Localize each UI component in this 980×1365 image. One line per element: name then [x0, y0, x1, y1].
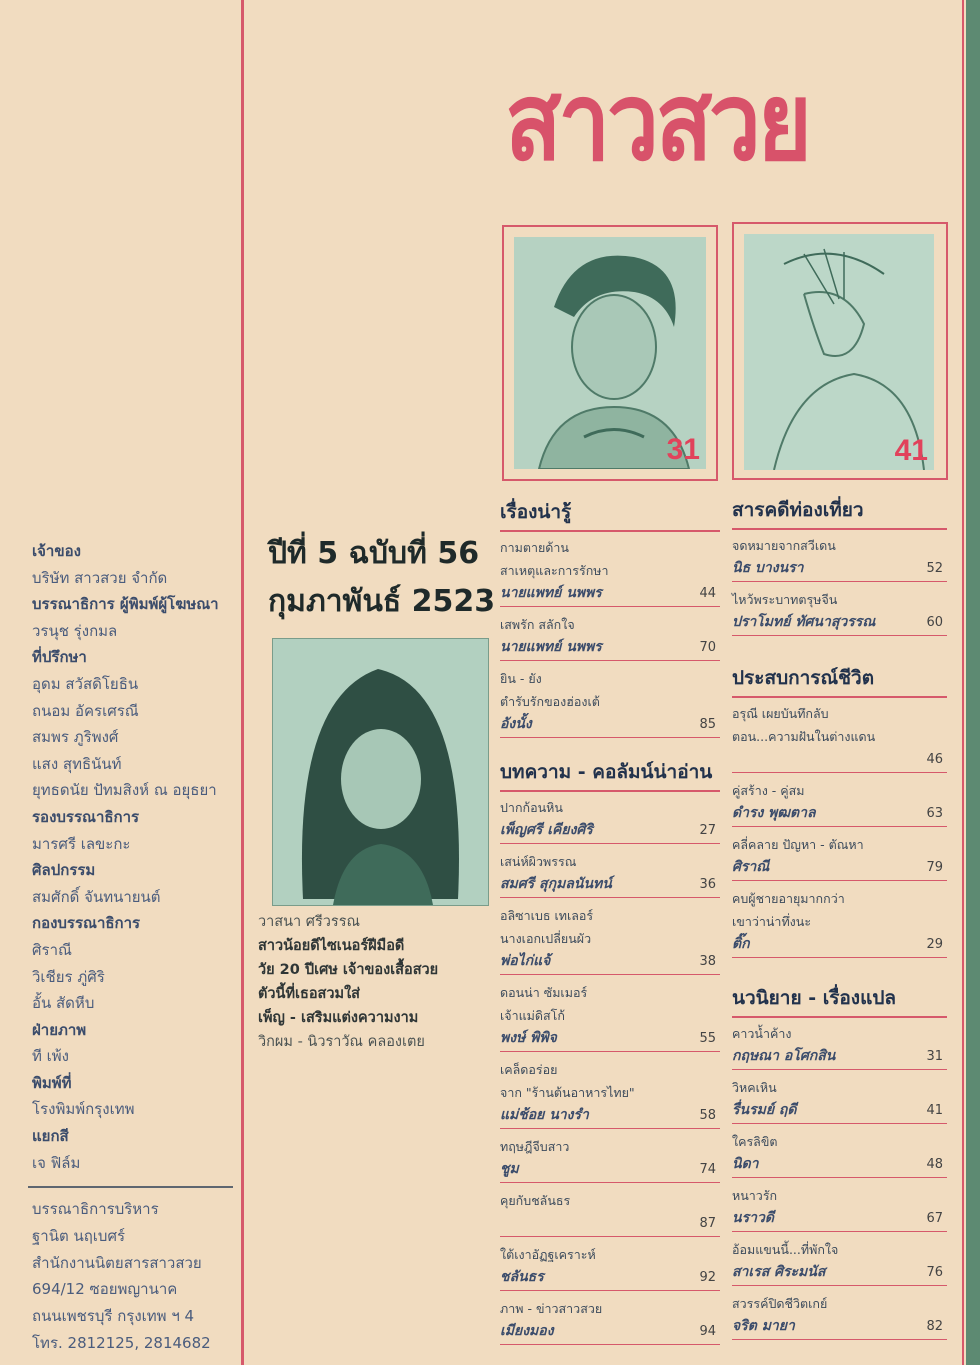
staff-name: ที เพ้ง: [32, 1047, 69, 1066]
toc-section: [732, 494, 947, 636]
toc-entry-page: 38: [699, 954, 716, 969]
office-address: [32, 1196, 237, 1357]
toc-entry-author: สมศรี สุกุมลนันทน์: [500, 876, 612, 892]
caption-line: วิกผม - นิวราวัณ คลองเตย: [258, 1034, 425, 1050]
toc-entry[interactable]: [732, 833, 947, 881]
toc-entry[interactable]: [500, 1189, 720, 1237]
toc-entry-author: สาเรส ศิระมนัส: [732, 1264, 826, 1280]
staff-name: แสง สุทธินันท์: [32, 754, 122, 773]
toc-entry-title: นางเอกเปลี่ยนผัว: [500, 931, 592, 946]
toc-right-column: [732, 494, 947, 1346]
toc-entry-title: อ้อมแขนนี้...ที่พักใจ: [732, 1242, 839, 1257]
toc-entry-title: ยิน - ยัง: [500, 671, 542, 686]
toc-section-title: เรื่องน่ารู้: [500, 496, 720, 532]
toc-entry-author: กฤษณา อโศกสิน: [732, 1048, 836, 1064]
toc-entry-page: 76: [926, 1265, 943, 1280]
toc-entry-page: 27: [699, 823, 716, 838]
toc-entry[interactable]: [732, 1130, 947, 1178]
toc-entry-page: 60: [926, 615, 943, 630]
toc-entry-author: ชูม: [500, 1161, 519, 1177]
toc-entry-title: คุยกับชลันธร: [500, 1193, 571, 1208]
toc-entry-title: ทฤษฎีจีบสาว: [500, 1139, 570, 1154]
toc-entry[interactable]: [500, 1058, 720, 1129]
caption-line: วาสนา ศรีวรรณ: [258, 914, 360, 930]
toc-entry[interactable]: [500, 904, 720, 975]
toc-entry[interactable]: [732, 1238, 947, 1286]
toc-entry[interactable]: [500, 667, 720, 738]
staff-name: บริษัท สาวสวย จำกัด: [32, 568, 168, 587]
caption-line: ตัวนี้ที่เธอสวมใส่: [258, 986, 361, 1002]
toc-entry-page: 92: [699, 1270, 716, 1285]
toc-entry-author: นิธ บางนรา: [732, 560, 804, 576]
toc-entry-author: นราวดี: [732, 1210, 774, 1226]
toc-entry-author: ศิราณี: [732, 859, 770, 875]
model-portrait-icon: [273, 639, 488, 905]
toc-entry-title: คลี่คลาย ปัญหา - ตัณหา: [732, 837, 864, 852]
toc-entry[interactable]: [500, 1243, 720, 1291]
staff-name: ถนอม อัครเศรณี: [32, 701, 139, 720]
address-line: บรรณาธิการบริหาร: [32, 1200, 159, 1218]
toc-entry-title: ภาพ - ข่าวสาวสวย: [500, 1301, 603, 1316]
staff-heading: เจ้าของ: [32, 542, 81, 560]
address-line: 694/12 ซอยพญานาค: [32, 1280, 178, 1299]
toc-entry[interactable]: [732, 702, 947, 773]
toc-entry-author: จริต มายา: [732, 1318, 795, 1334]
page-number-badge: 41: [894, 434, 928, 467]
toc-entry-author: พ่อไก่แจ้: [500, 953, 551, 969]
toc-entry-title: คาวน้ำค้าง: [732, 1026, 792, 1041]
toc-entry-title: ใต้เงาอัฏฐเคราะห์: [500, 1247, 596, 1262]
caption-line: เพ็ญ - เสริมแต่งความงาม: [258, 1010, 419, 1026]
toc-entry-page: 87: [699, 1216, 716, 1231]
cover-photo-31: [514, 237, 706, 469]
cover-photo-41: [744, 234, 934, 470]
toc-section-title: สารคดีท่องเที่ยว: [732, 494, 947, 530]
toc-entry-title: อรุณี เผยบันทึกลับ: [732, 706, 829, 721]
toc-entry-page: 48: [926, 1157, 943, 1172]
staff-heading: ศิลปกรรม: [32, 861, 96, 880]
toc-entry-title: จดหมายจากสวีเดน: [732, 538, 836, 553]
issue-number: ปีที่ 5 ฉบับที่ 56: [268, 536, 480, 571]
toc-entry-page: 74: [699, 1162, 716, 1177]
toc-entry-author: ปราโมทย์ ทัศนาสุวรรณ: [732, 614, 876, 630]
toc-entry-title: ตำรับรักของฮ่องเต้: [500, 694, 600, 709]
toc-entry[interactable]: [500, 1135, 720, 1183]
toc-entry-title: เสน่ห์ผิวพรรณ: [500, 854, 577, 869]
toc-entry[interactable]: [500, 981, 720, 1052]
toc-entry-title: สวรรค์ปิดชีวิตเกย์: [732, 1296, 828, 1311]
toc-entry-author: รื่นรมย์ ฤดี: [732, 1102, 797, 1118]
toc-entry-page: 82: [926, 1319, 943, 1334]
page-number-badge: 31: [666, 433, 700, 466]
column-divider: [241, 0, 244, 1365]
toc-entry-title: อลิซาเบธ เทเลอร์: [500, 908, 594, 923]
staff-list: [32, 538, 237, 1176]
toc-entry-title: สาเหตุและการรักษา: [500, 563, 609, 578]
staff-name: วิเชียร ภู่ศิริ: [32, 967, 105, 986]
magazine-title: สาวสวย: [505, 59, 809, 185]
toc-entry-title: ตอน...ความฝันในต่างแดน: [732, 729, 876, 744]
toc-entry[interactable]: [732, 779, 947, 827]
toc-entry-page: 52: [926, 561, 943, 576]
toc-entry[interactable]: [732, 887, 947, 958]
toc-entry-author: ชลันธร: [500, 1269, 544, 1285]
issue-info: [268, 530, 495, 626]
staff-heading: แยกสี: [32, 1127, 69, 1146]
toc-entry[interactable]: [732, 1022, 947, 1070]
toc-left-column: [500, 496, 720, 1351]
toc-entry-page: 41: [926, 1103, 943, 1118]
toc-entry-page: 55: [699, 1031, 716, 1046]
staff-heading: พิมพ์ที่: [32, 1073, 72, 1092]
toc-entry[interactable]: [732, 1292, 947, 1340]
toc-entry-page: 44: [699, 586, 716, 601]
toc-entry-title: กามตายด้าน: [500, 540, 569, 555]
toc-section: [732, 662, 947, 958]
toc-entry[interactable]: [732, 588, 947, 636]
toc-entry-title: คบผู้ชายอายุมากกว่า: [732, 891, 845, 906]
toc-entry-page: 36: [699, 877, 716, 892]
staff-name: วรนุช รุ่งกมล: [32, 621, 118, 640]
toc-entry-title: เสพรัก สลักใจ: [500, 617, 575, 632]
toc-entry-author: ติ๊ก: [732, 936, 750, 952]
cover-model-photo: [272, 638, 489, 906]
toc-entry-title: วิหคเหิน: [732, 1080, 777, 1095]
staff-name: อุดม สวัสดิโยธิน: [32, 674, 139, 693]
address-line: โทร. 2812125, 2814682: [32, 1333, 211, 1352]
toc-entry-page: 94: [699, 1324, 716, 1339]
staff-name: สมศักดิ์ จันทนายนต์: [32, 887, 161, 906]
caption-line: วัย 20 ปีเศษ เจ้าของเสื้อสวย: [258, 962, 439, 978]
toc-section: [732, 982, 947, 1340]
toc-entry-title: ใครลิขิต: [732, 1134, 778, 1149]
toc-entry[interactable]: [732, 1076, 947, 1124]
toc-entry-author: เมียงมอง: [500, 1323, 554, 1339]
toc-entry-author: อังนั้ง: [500, 716, 532, 732]
toc-section-title: ประสบการณ์ชีวิต: [732, 662, 947, 698]
staff-name: เจ ฟิล์ม: [32, 1153, 81, 1172]
staff-name: มารศรี เลขะกะ: [32, 834, 131, 853]
toc-entry-title: ไหว้พระบาทตรุษจีน: [732, 592, 838, 607]
toc-entry-title: คู่สร้าง - คู่สม: [732, 783, 805, 798]
toc-entry-page: 63: [926, 806, 943, 821]
staff-name: อั้น สัดหีบ: [32, 994, 95, 1013]
toc-entry[interactable]: [500, 613, 720, 661]
toc-entry[interactable]: [500, 796, 720, 844]
staff-name: โรงพิมพ์กรุงเทพ: [32, 1100, 135, 1119]
toc-entry-title: เคล็ดอร่อย: [500, 1062, 558, 1077]
toc-section-title: นวนิยาย - เรื่องแปล: [732, 982, 947, 1018]
toc-entry-author: นายแพทย์ นพพร: [500, 585, 602, 601]
address-line: สำนักงานนิตยสารสาวสวย: [32, 1253, 202, 1272]
toc-entry-author: เพ็ญศรี เคียงศิริ: [500, 822, 593, 838]
toc-entry-page: 70: [699, 640, 716, 655]
staff-heading: บรรณาธิการ ผู้พิมพ์ผู้โฆษณา: [32, 595, 219, 614]
toc-section-title: บทความ - คอลัมน์น่าอ่าน: [500, 756, 720, 792]
toc-entry-title: เขาว่าน่าทึ่งนะ: [732, 914, 812, 929]
toc-entry[interactable]: [732, 1184, 947, 1232]
toc-entry-author: ดำรง พุฒตาล: [732, 805, 816, 821]
toc-entry[interactable]: [500, 1297, 720, 1345]
toc-entry-title: ดอนน่า ซัมเมอร์: [500, 985, 588, 1000]
staff-heading: ที่ปรึกษา: [32, 648, 87, 667]
toc-entry-page: 85: [699, 717, 716, 732]
toc-entry-author: นายแพทย์ นพพร: [500, 639, 602, 655]
toc-entry-author: พงษ์ พิพิจ: [500, 1030, 557, 1046]
cover-caption: [258, 910, 493, 1054]
toc-entry-page: 29: [926, 937, 943, 952]
toc-entry-title: เจ้าแม่ดิสโก้: [500, 1008, 565, 1023]
toc-entry-page: 79: [926, 860, 943, 875]
staff-heading: ฝ่ายภาพ: [32, 1020, 87, 1039]
toc-entry-page: 31: [926, 1049, 943, 1064]
staff-name: ยุทธดนัย ปัทมสิงห์ ณ อยุธยา: [32, 781, 217, 800]
toc-entry-title: ปากก้อนหิน: [500, 800, 563, 815]
caption-line: สาวน้อยดีไซเนอร์ฝีมือดี: [258, 938, 405, 954]
toc-entry-page: 58: [699, 1108, 716, 1123]
toc-entry[interactable]: [500, 536, 720, 607]
toc-entry[interactable]: [500, 850, 720, 898]
toc-entry[interactable]: [732, 534, 947, 582]
binding-edge: [966, 0, 980, 1365]
toc-entry-title: จาก "ร้านต้นอาหารไทย": [500, 1085, 635, 1100]
toc-section: [500, 496, 720, 738]
address-line: ถนนเพชรบุรี กรุงเทพ ฯ 4: [32, 1307, 195, 1326]
toc-entry-title: หนาวรัก: [732, 1188, 778, 1203]
staff-name: ศิราณี: [32, 940, 72, 959]
toc-entry-page: 67: [926, 1211, 943, 1226]
toc-entry-page: 46: [926, 752, 943, 767]
toc-entry-author: นิดา: [732, 1156, 759, 1172]
issue-date: กุมภาพันธ์ 2523: [268, 584, 496, 619]
toc-entry-author: แม่ช้อย นางรำ: [500, 1107, 589, 1123]
right-border: [962, 0, 964, 1365]
staff-heading: กองบรรณาธิการ: [32, 914, 141, 933]
staff-heading: รองบรรณาธิการ: [32, 807, 140, 826]
toc-section: [500, 756, 720, 1345]
address-line: ฐานิต นฤเบศร์: [32, 1226, 126, 1245]
staff-divider: [28, 1186, 233, 1188]
staff-name: สมพร ภูริพงศ์: [32, 728, 119, 747]
